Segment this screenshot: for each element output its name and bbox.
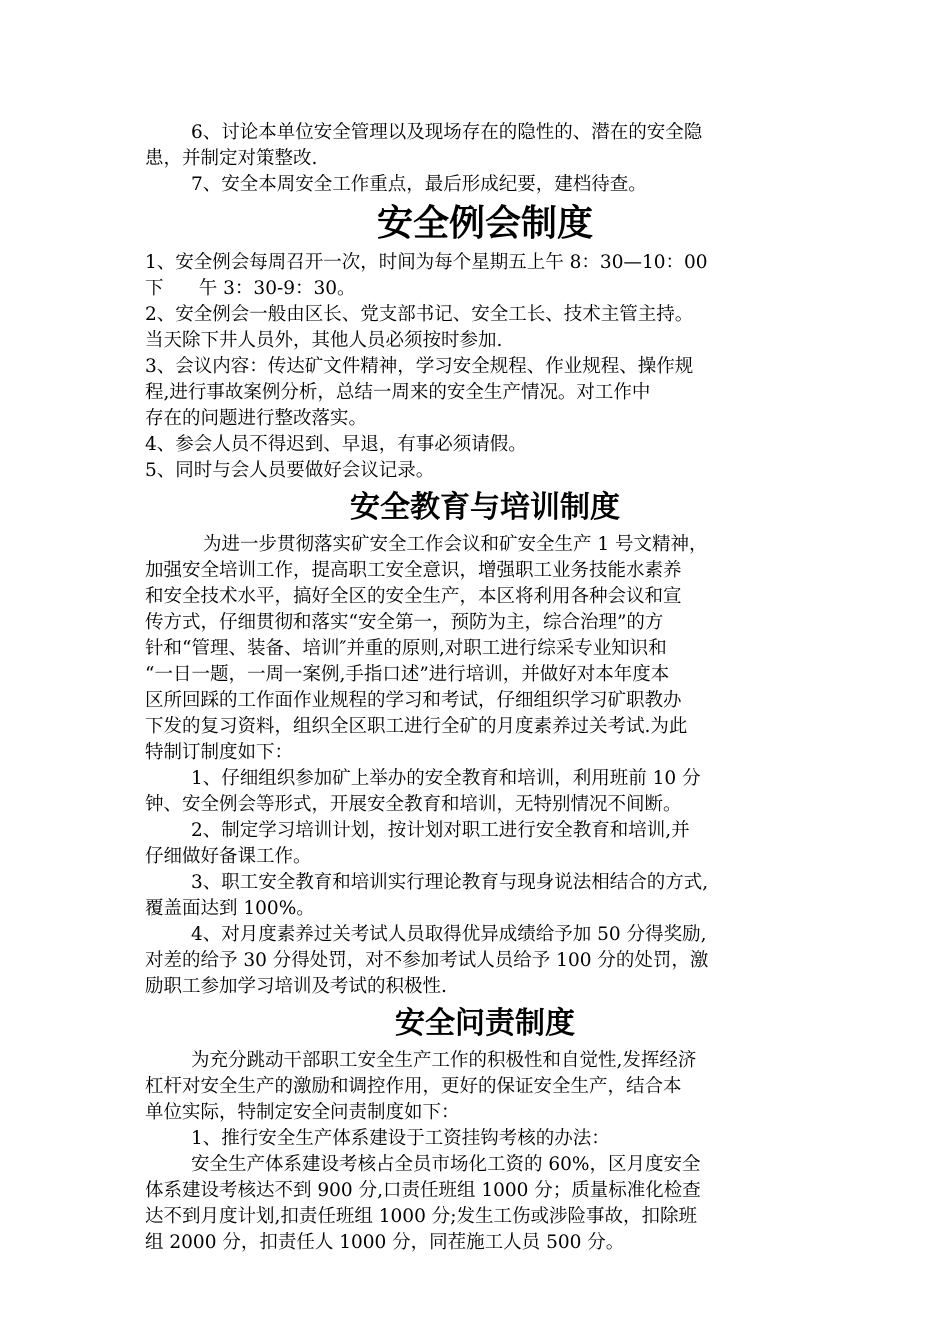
paragraph-line: 为进一步贯彻落实矿安全工作会议和矿安全生产 1 号文精神， (203, 534, 708, 555)
paragraph-line: 4、参会人员不得迟到、早退，有事必须请假。 (145, 434, 527, 455)
paragraph-line: 加强安全培训工作，提高职工安全意识，增强职工业务技能水素养 (145, 560, 682, 581)
paragraph-line: 程,进行事故案例分析，总结一周来的安全生产情况。对工作中 (145, 382, 651, 403)
paragraph-line: 为充分跳动干部职工安全生产工作的积极性和自觉性,发挥经济 (191, 1050, 697, 1071)
paragraph-line: “一日一题，一周一案例,手指口述”进行培训，并做好对本年度本 (145, 664, 670, 685)
paragraph-line: 钟、安全例会等形式，开展安全教育和培训，无特别情况不间断。 (145, 794, 682, 815)
paragraph-line: 特制订制度如下： (145, 742, 294, 763)
paragraph-line: 传方式，仔细贯彻和落实“安全第一，预防为主，综合治理”的方 (145, 612, 664, 633)
paragraph-line: 励职工参加学习培训及考试的积极性. (145, 976, 447, 997)
paragraph-line: 杠杆对安全生产的激励和调控作用，更好的保证安全生产，结合本 (145, 1076, 682, 1097)
paragraph-line: 当天除下井人员外，其他人员必须按时参加. (145, 330, 503, 351)
paragraph-line: 1、仔细组织参加矿上举办的安全教育和培训，利用班前 10 分 (191, 768, 701, 789)
paragraph-line: 组 2000 分，扣责任人 1000 分，同茬施工人员 500 分。 (145, 1232, 625, 1253)
paragraph-line: 1、安全例会每周召开一次，时间为每个星期五上午 8：30—10：00 (145, 252, 708, 273)
paragraph-line: 体系建设考核达不到 900 分,口责任班组 1000 分；质量标准化检查 (145, 1180, 701, 1201)
paragraph-line: 存在的问题进行整改落实。 (145, 408, 368, 429)
paragraph-line: 安全生产体系建设考核占全员市场化工资的 60%，区月度安全 (191, 1154, 701, 1175)
paragraph-line: 3、会议内容：传达矿文件精神，学习安全规程、作业规程、操作规 (145, 356, 694, 377)
paragraph-line: 对差的给予 30 分得处罚，对不参加考试人员给予 100 分的处罚，激 (145, 950, 709, 971)
document-page (145, 120, 825, 1256)
paragraph-line: 7、安全本周安全工作重点，最后形成纪要，建档待查。 (191, 174, 647, 195)
paragraph-line: 区所回踩的工作面作业规程的学习和考试，仔细组织学习矿职教办 (145, 690, 682, 711)
paragraph-line: 达不到月度计划,扣责任班组 1000 分;发生工伤或涉险事故，扣除班 (145, 1206, 697, 1227)
paragraph-line: 覆盖面达到 100%。 (145, 898, 315, 919)
paragraph-line: 针和“管理、装备、培训″并重的原则,对职工进行综采专业知识和 (145, 638, 667, 659)
paragraph-line: 仔细做好备课工作。 (145, 846, 312, 867)
paragraph-line: 6、讨论本单位安全管理以及现场存在的隐性的、潜在的安全隐 (191, 122, 703, 143)
section-title-training: 安全教育与培训制度 (350, 490, 620, 525)
paragraph-line: 4、对月度素养过关考试人员取得优异成绩给予加 50 分得奖励, (191, 924, 707, 945)
paragraph-line: 3、职工安全教育和培训实行理论教育与现身说法相结合的方式, (191, 872, 709, 893)
section-title-accountability: 安全问责制度 (395, 1006, 575, 1041)
paragraph-line: 和安全技术水平，搞好全区的安全生产，本区将利用各种会议和宣 (145, 586, 682, 607)
paragraph-line: 下发的复习资料，组织全区职工进行全矿的月度素养过关考试.为此 (145, 716, 688, 737)
paragraph-line: 2、制定学习培训计划，按计划对职工进行安全教育和培训,并 (191, 820, 690, 841)
section-title-meeting: 安全例会制度 (376, 203, 593, 244)
paragraph-line: 5、同时与会人员要做好会议记录。 (145, 460, 435, 481)
paragraph-line: 2、安全例会一般由区长、党支部书记、安全工长、技术主管主持。 (145, 304, 694, 325)
paragraph-line: 1、推行安全生产体系建设于工资挂钩考核的办法： (191, 1128, 610, 1149)
paragraph-line: 单位实际，特制定安全问责制度如下： (145, 1102, 460, 1123)
paragraph-line: 患，并制定对策整改. (145, 148, 318, 169)
paragraph-line: 下 午 3：30-9：30。 (145, 278, 356, 299)
